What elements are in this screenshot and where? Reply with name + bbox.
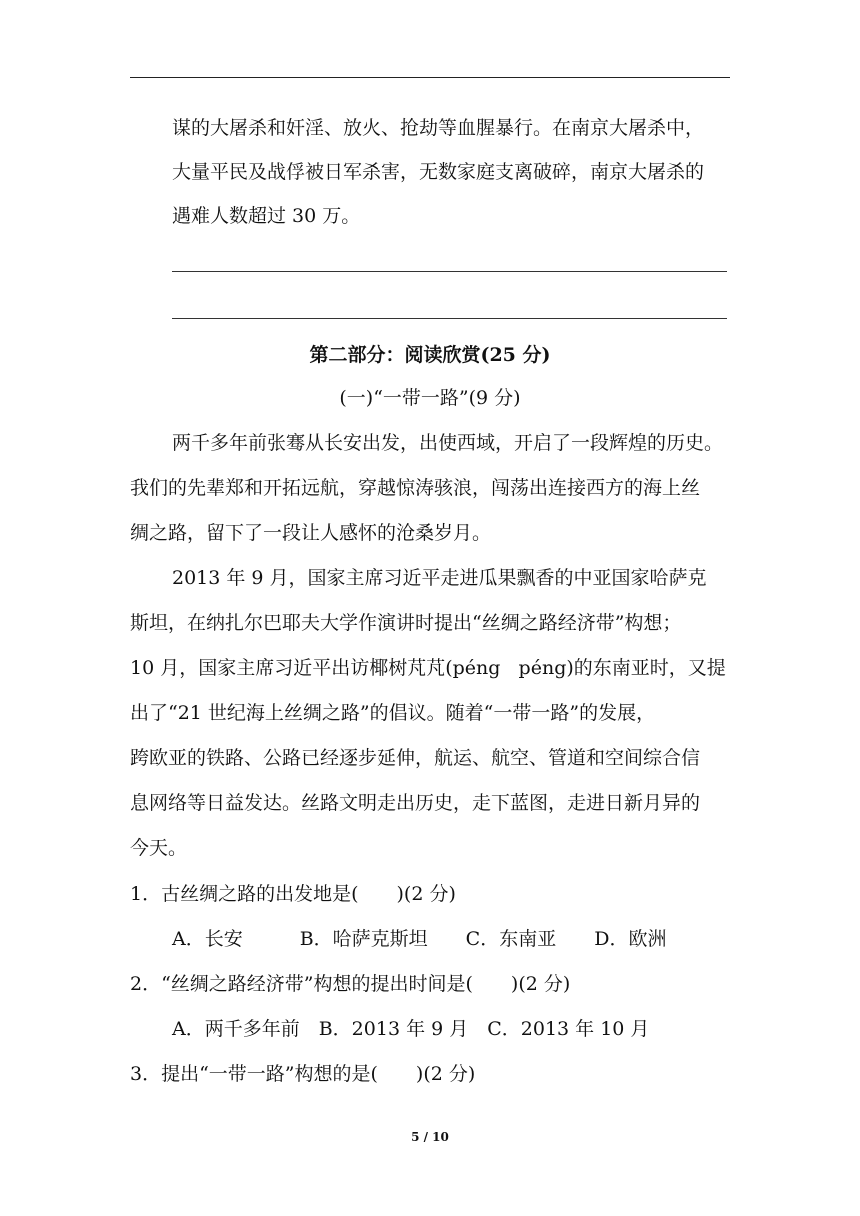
passage-line: 今天。 bbox=[130, 837, 188, 859]
subsection-title: (一)“一带一路”(9 分) bbox=[339, 387, 521, 409]
header-rule bbox=[130, 77, 730, 78]
passage-line: 绸之路，留下了一段让人感怀的沧桑岁月。 bbox=[130, 522, 492, 544]
paragraph-line: 遇难人数超过 30 万。 bbox=[172, 205, 361, 227]
paragraph-line: 谋的大屠杀和奸淫、放火、抢劫等血腥暴行。在南京大屠杀中， bbox=[172, 117, 705, 139]
passage-line: 跨欧亚的铁路、公路已经逐步延伸，航运、航空、管道和空间综合信 bbox=[130, 747, 701, 769]
paragraph-line: 大量平民及战俘被日军杀害，无数家庭支离破碎，南京大屠杀的 bbox=[172, 161, 705, 183]
passage-line: 2013 年 9 月，国家主席习近平走进瓜果飘香的中亚国家哈萨克 bbox=[172, 567, 707, 589]
question-options: A．长安 B．哈萨克斯坦 C．东南亚 D．欧洲 bbox=[172, 928, 667, 950]
answer-line bbox=[172, 318, 727, 319]
passage-line: 出了“21 世纪海上丝绸之路”的倡议。随着“一带一路”的发展， bbox=[130, 702, 656, 724]
question-stem: 1．古丝绸之路的出发地是( )(2 分) bbox=[130, 883, 456, 905]
page-number: 5 / 10 bbox=[411, 1130, 449, 1144]
passage-line: 我们的先辈郑和开拓远航，穿越惊涛骇浪，闯荡出连接西方的海上丝 bbox=[130, 477, 701, 499]
question-stem: 3．提出“一带一路”构想的是( )(2 分) bbox=[130, 1063, 476, 1085]
passage-line: 两千多年前张骞从长安出发，出使西域，开启了一段辉煌的历史。 bbox=[172, 432, 724, 454]
question-stem: 2．“丝绸之路经济带”构想的提出时间是( )(2 分) bbox=[130, 973, 571, 995]
question-options: A．两千多年前 B．2013 年 9 月 C．2013 年 10 月 bbox=[172, 1018, 650, 1040]
section-title: 第二部分：阅读欣赏(25 分) bbox=[309, 344, 551, 366]
passage-line: 斯坦，在纳扎尔巴耶夫大学作演讲时提出“丝绸之路经济带”构想； bbox=[130, 612, 682, 634]
passage-line: 息网络等日益发达。丝路文明走出历史，走下蓝图，走进日新月异的 bbox=[130, 792, 701, 814]
answer-line bbox=[172, 271, 727, 272]
passage-line: 10 月，国家主席习近平出访椰树芃芃(péng péng)的东南亚时，又提 bbox=[130, 657, 726, 679]
